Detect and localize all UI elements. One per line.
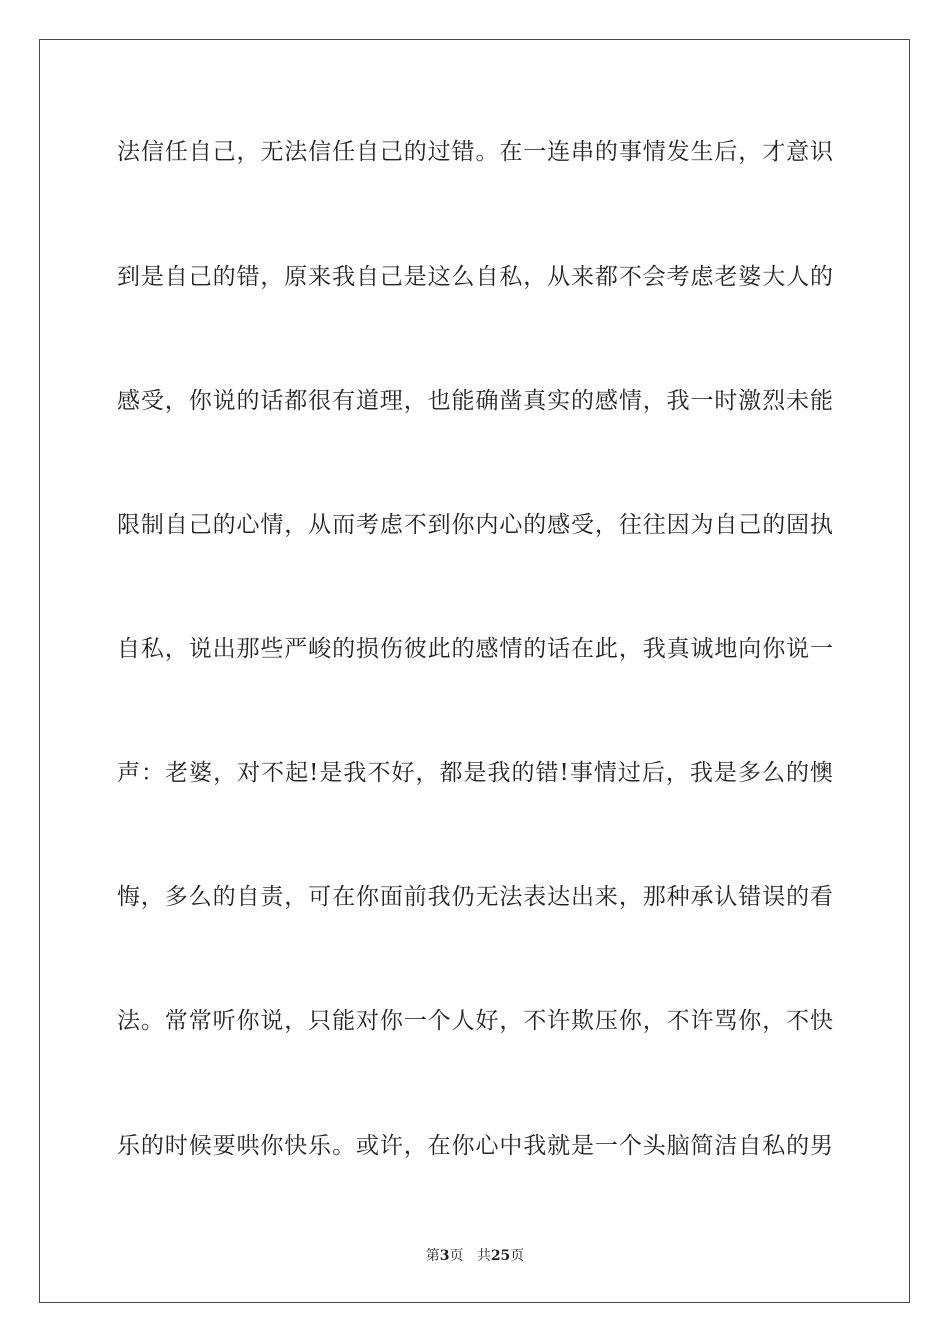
page-label-unit: 页 xyxy=(449,1248,464,1264)
body-text-line: 悔，多么的自责，可在你面前我仍无法表达出来，那种承认错误的看 xyxy=(117,884,833,910)
current-page-number: 3 xyxy=(439,1248,450,1264)
page-footer xyxy=(0,1247,950,1265)
body-text-line: 自私，说出那些严峻的损伤彼此的感情的话在此，我真诚地向你说一 xyxy=(117,636,833,662)
body-text-line: 限制自己的心情，从而考虑不到你内心的感受，往往因为自己的固执 xyxy=(117,512,833,538)
total-label-unit: 页 xyxy=(510,1248,525,1264)
total-label-prefix: 共 xyxy=(476,1248,491,1264)
body-text-line: 法。常常听你说，只能对你一个人好，不许欺压你，不许骂你，不快 xyxy=(117,1008,833,1034)
body-text-line: 声：老婆，对不起!是我不好，都是我的错!事情过后，我是多么的懊 xyxy=(117,760,833,786)
page-label-prefix: 第 xyxy=(425,1248,440,1264)
body-text-line: 到是自己的错，原来我自己是这么自私，从来都不会考虑老婆大人的 xyxy=(117,264,833,290)
body-text-line: 感受，你说的话都很有道理，也能确凿真实的感情，我一时激烈未能 xyxy=(117,388,833,414)
page-border xyxy=(39,39,910,1303)
body-text-line: 法信任自己，无法信任自己的过错。在一连串的事情发生后，才意识 xyxy=(117,139,833,165)
total-page-count: 25 xyxy=(490,1248,511,1264)
body-text-line: 乐的时候要哄你快乐。或许，在你心中我就是一个头脑简洁自私的男 xyxy=(117,1133,833,1159)
